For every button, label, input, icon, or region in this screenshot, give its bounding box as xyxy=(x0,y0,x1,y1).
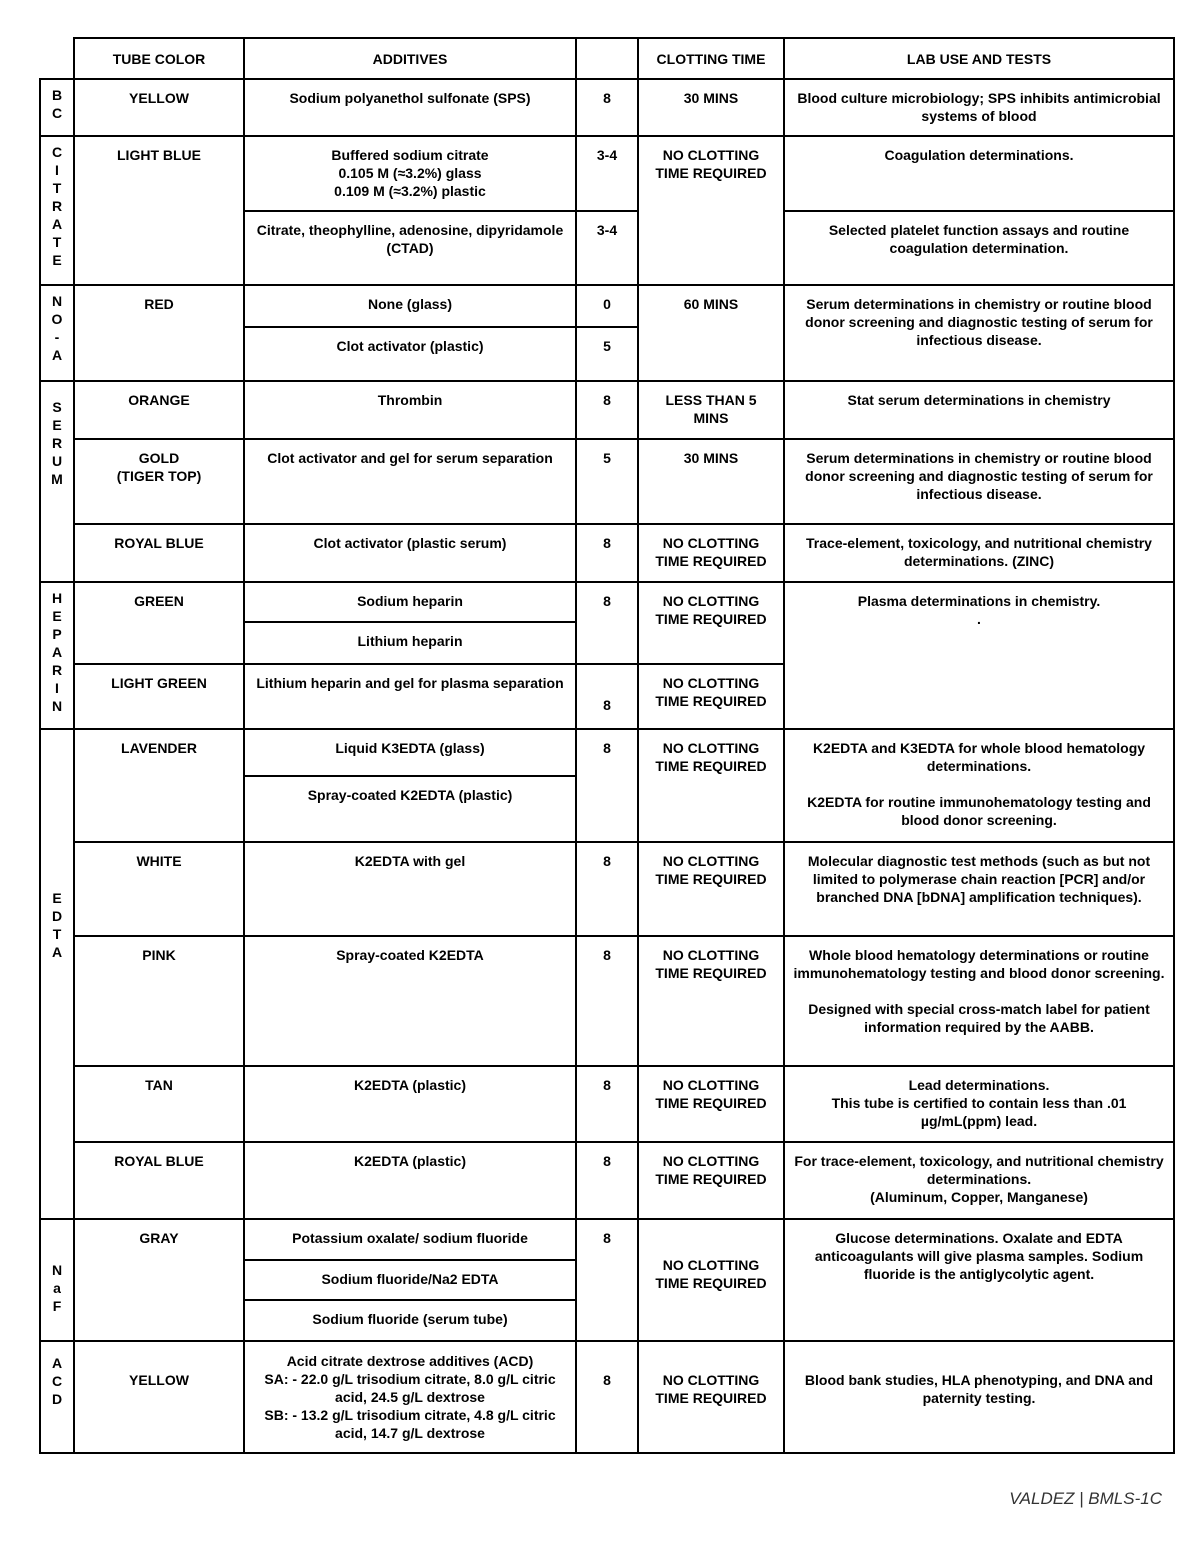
group-label-edta-text: E D T A xyxy=(51,890,63,960)
lab-use: Whole blood hematology determinations or routine immunohematology testing and blood donor screening. Designed with special cross-match label for patient information required by the AABB. xyxy=(784,936,1174,1066)
tube-color: ROYAL BLUE xyxy=(74,524,244,582)
clotting-time: 60 MINS xyxy=(638,285,784,381)
lab-use: Blood culture microbiology; SPS inhibits antimicrobial systems of blood xyxy=(784,79,1174,136)
clotting-time: 30 MINS xyxy=(638,79,784,136)
additive: Clot activator (plastic serum) xyxy=(244,524,576,582)
lab-use: Blood bank studies, HLA phenotyping, and DNA and paternity testing. xyxy=(784,1341,1174,1453)
header-inversions xyxy=(576,38,638,79)
clotting-time: NO CLOTTING TIME REQUIRED xyxy=(638,1341,784,1453)
group-label-serum xyxy=(40,381,74,582)
lab-use: Serum determinations in chemistry or routine blood donor screening and diagnostic testing of serum for infectious disease. xyxy=(784,439,1174,524)
inversions: 8 xyxy=(576,1066,638,1142)
tube-color: LIGHT GREEN xyxy=(74,664,244,729)
table-row xyxy=(40,136,1174,211)
table-row xyxy=(40,729,1174,776)
tube-color: YELLOW xyxy=(74,79,244,136)
additive: None (glass) xyxy=(244,285,576,327)
lab-use: Molecular diagnostic test methods (such as but not limited to polymerase chain reaction [PCR] and/or branched DNA [bDNA] amplification techniques). xyxy=(784,842,1174,936)
tube-color: GREEN xyxy=(74,582,244,664)
table-row xyxy=(40,842,1174,936)
tube-color: YELLOW xyxy=(74,1341,244,1453)
additive: Acid citrate dextrose additives (ACD) SA: - 22.0 g/L trisodium citrate, 8.0 g/L citric acid, 24.5 g/L dextrose SB: - 13.2 g/L trisodium citrate, 4.8 g/L citric acid, 14.7 g/L dextrose xyxy=(244,1341,576,1453)
table-row xyxy=(40,1341,1174,1453)
lab-use: Lead determinations. This tube is certified to contain less than .01 µg/mL(ppm) lead. xyxy=(784,1066,1174,1142)
clotting-time: NO CLOTTING TIME REQUIRED xyxy=(638,136,784,285)
clotting-time: NO CLOTTING TIME REQUIRED xyxy=(638,1066,784,1142)
clotting-time: NO CLOTTING TIME REQUIRED xyxy=(638,842,784,936)
table-row xyxy=(40,285,1174,327)
group-label-noa: N O - A xyxy=(40,285,74,381)
inversions: 3-4 xyxy=(576,211,638,285)
group-label-naf-text: N a F xyxy=(51,1262,63,1314)
group-label-serum-text: S E R U M xyxy=(51,398,63,487)
additive: Potassium oxalate/ sodium fluoride xyxy=(244,1219,576,1260)
inversions: 5 xyxy=(576,439,638,524)
table-row xyxy=(40,439,1174,524)
additive: K2EDTA with gel xyxy=(244,842,576,936)
tube-color: ROYAL BLUE xyxy=(74,1142,244,1219)
table-row xyxy=(40,1066,1174,1142)
tube-color: TAN xyxy=(74,1066,244,1142)
inversions: 8 xyxy=(576,582,638,664)
additive: Liquid K3EDTA (glass) xyxy=(244,729,576,776)
tube-color: RED xyxy=(74,285,244,381)
tube-color: LIGHT BLUE xyxy=(74,136,244,285)
group-label-naf xyxy=(40,1219,74,1341)
lab-use: Glucose determinations. Oxalate and EDTA anticoagulants will give plasma samples. Sodium fluoride is the antiglycolytic agent. xyxy=(784,1219,1174,1341)
lab-use: Stat serum determinations in chemistry xyxy=(784,381,1174,439)
inversions: 8 xyxy=(576,842,638,936)
clotting-time: NO CLOTTING TIME REQUIRED xyxy=(638,664,784,729)
additive: Buffered sodium citrate 0.105 M (≈3.2%) glass 0.109 M (≈3.2%) plastic xyxy=(244,136,576,211)
clotting-time: NO CLOTTING TIME REQUIRED xyxy=(638,1142,784,1219)
additive: K2EDTA (plastic) xyxy=(244,1066,576,1142)
lab-use: Serum determinations in chemistry or routine blood donor screening and diagnostic testing of serum for infectious disease. xyxy=(784,285,1174,381)
additive: Spray-coated K2EDTA (plastic) xyxy=(244,776,576,842)
lab-use: For trace-element, toxicology, and nutritional chemistry determinations. (Aluminum, Copper, Manganese) xyxy=(784,1142,1174,1219)
clotting-time: 30 MINS xyxy=(638,439,784,524)
lab-use: K2EDTA and K3EDTA for whole blood hematology determinations. K2EDTA for routine immunohematology testing and blood donor screening. xyxy=(784,729,1174,842)
clotting-time: NO CLOTTING TIME REQUIRED xyxy=(638,1219,784,1341)
clotting-time: NO CLOTTING TIME REQUIRED xyxy=(638,729,784,842)
group-label-edta xyxy=(40,729,74,1219)
inversions: 8 xyxy=(576,524,638,582)
additive: Thrombin xyxy=(244,381,576,439)
inversions: 8 xyxy=(576,664,638,729)
group-label-citrate: C I T R A T E xyxy=(40,136,74,285)
additive: Spray-coated K2EDTA xyxy=(244,936,576,1066)
table-row xyxy=(40,79,1174,136)
additive: Sodium heparin xyxy=(244,582,576,622)
group-label-acd: A C D xyxy=(40,1341,74,1453)
additive: Sodium fluoride (serum tube) xyxy=(244,1300,576,1341)
clotting-time: NO CLOTTING TIME REQUIRED xyxy=(638,936,784,1066)
header-tube-color: TUBE COLOR xyxy=(74,38,244,79)
tube-color: WHITE xyxy=(74,842,244,936)
additive: Clot activator and gel for serum separation xyxy=(244,439,576,524)
table-row xyxy=(40,381,1174,439)
lab-use: Coagulation determinations. xyxy=(784,136,1174,211)
tube-table-container xyxy=(39,37,1173,1454)
tube-color: PINK xyxy=(74,936,244,1066)
header-blank xyxy=(40,38,74,79)
clotting-time: NO CLOTTING TIME REQUIRED xyxy=(638,582,784,664)
tube-color: LAVENDER xyxy=(74,729,244,842)
additive: Citrate, theophylline, adenosine, dipyridamole (CTAD) xyxy=(244,211,576,285)
lab-use: Selected platelet function assays and routine coagulation determination. xyxy=(784,211,1174,285)
header-lab-use: LAB USE AND TESTS xyxy=(784,38,1174,79)
table-row xyxy=(40,1219,1174,1260)
table-row xyxy=(40,936,1174,1066)
header-additives: ADDITIVES xyxy=(244,38,576,79)
inversions: 3-4 xyxy=(576,136,638,211)
additive: Lithium heparin xyxy=(244,622,576,664)
inversions: 8 xyxy=(576,1142,638,1219)
additive: Sodium polyanethol sulfonate (SPS) xyxy=(244,79,576,136)
table-row xyxy=(40,582,1174,622)
additive: Lithium heparin and gel for plasma separation xyxy=(244,664,576,729)
lab-use: Plasma determinations in chemistry. . xyxy=(784,582,1174,729)
inversions: 0 xyxy=(576,285,638,327)
table-row xyxy=(40,1142,1174,1219)
inversions: 8 xyxy=(576,1219,638,1341)
header-row xyxy=(40,38,1174,79)
author-footer: VALDEZ | BMLS-1C xyxy=(1009,1489,1162,1508)
inversions: 8 xyxy=(576,729,638,842)
additive: K2EDTA (plastic) xyxy=(244,1142,576,1219)
tube-color: GOLD (TIGER TOP) xyxy=(74,439,244,524)
clotting-time: NO CLOTTING TIME REQUIRED xyxy=(638,524,784,582)
inversions: 8 xyxy=(576,381,638,439)
tube-color: ORANGE xyxy=(74,381,244,439)
inversions: 5 xyxy=(576,327,638,381)
inversions: 8 xyxy=(576,79,638,136)
inversions: 8 xyxy=(576,936,638,1066)
blood-tube-table xyxy=(39,37,1175,1454)
header-clotting-time: CLOTTING TIME xyxy=(638,38,784,79)
table-row xyxy=(40,524,1174,582)
additive: Clot activator (plastic) xyxy=(244,327,576,381)
additive: Sodium fluoride/Na2 EDTA xyxy=(244,1260,576,1300)
clotting-time: LESS THAN 5 MINS xyxy=(638,381,784,439)
group-label-heparin: H E P A R I N xyxy=(40,582,74,729)
tube-color: GRAY xyxy=(74,1219,244,1341)
lab-use: Trace-element, toxicology, and nutritional chemistry determinations. (ZINC) xyxy=(784,524,1174,582)
inversions: 8 xyxy=(576,1341,638,1453)
group-label-bc: B C xyxy=(40,79,74,136)
